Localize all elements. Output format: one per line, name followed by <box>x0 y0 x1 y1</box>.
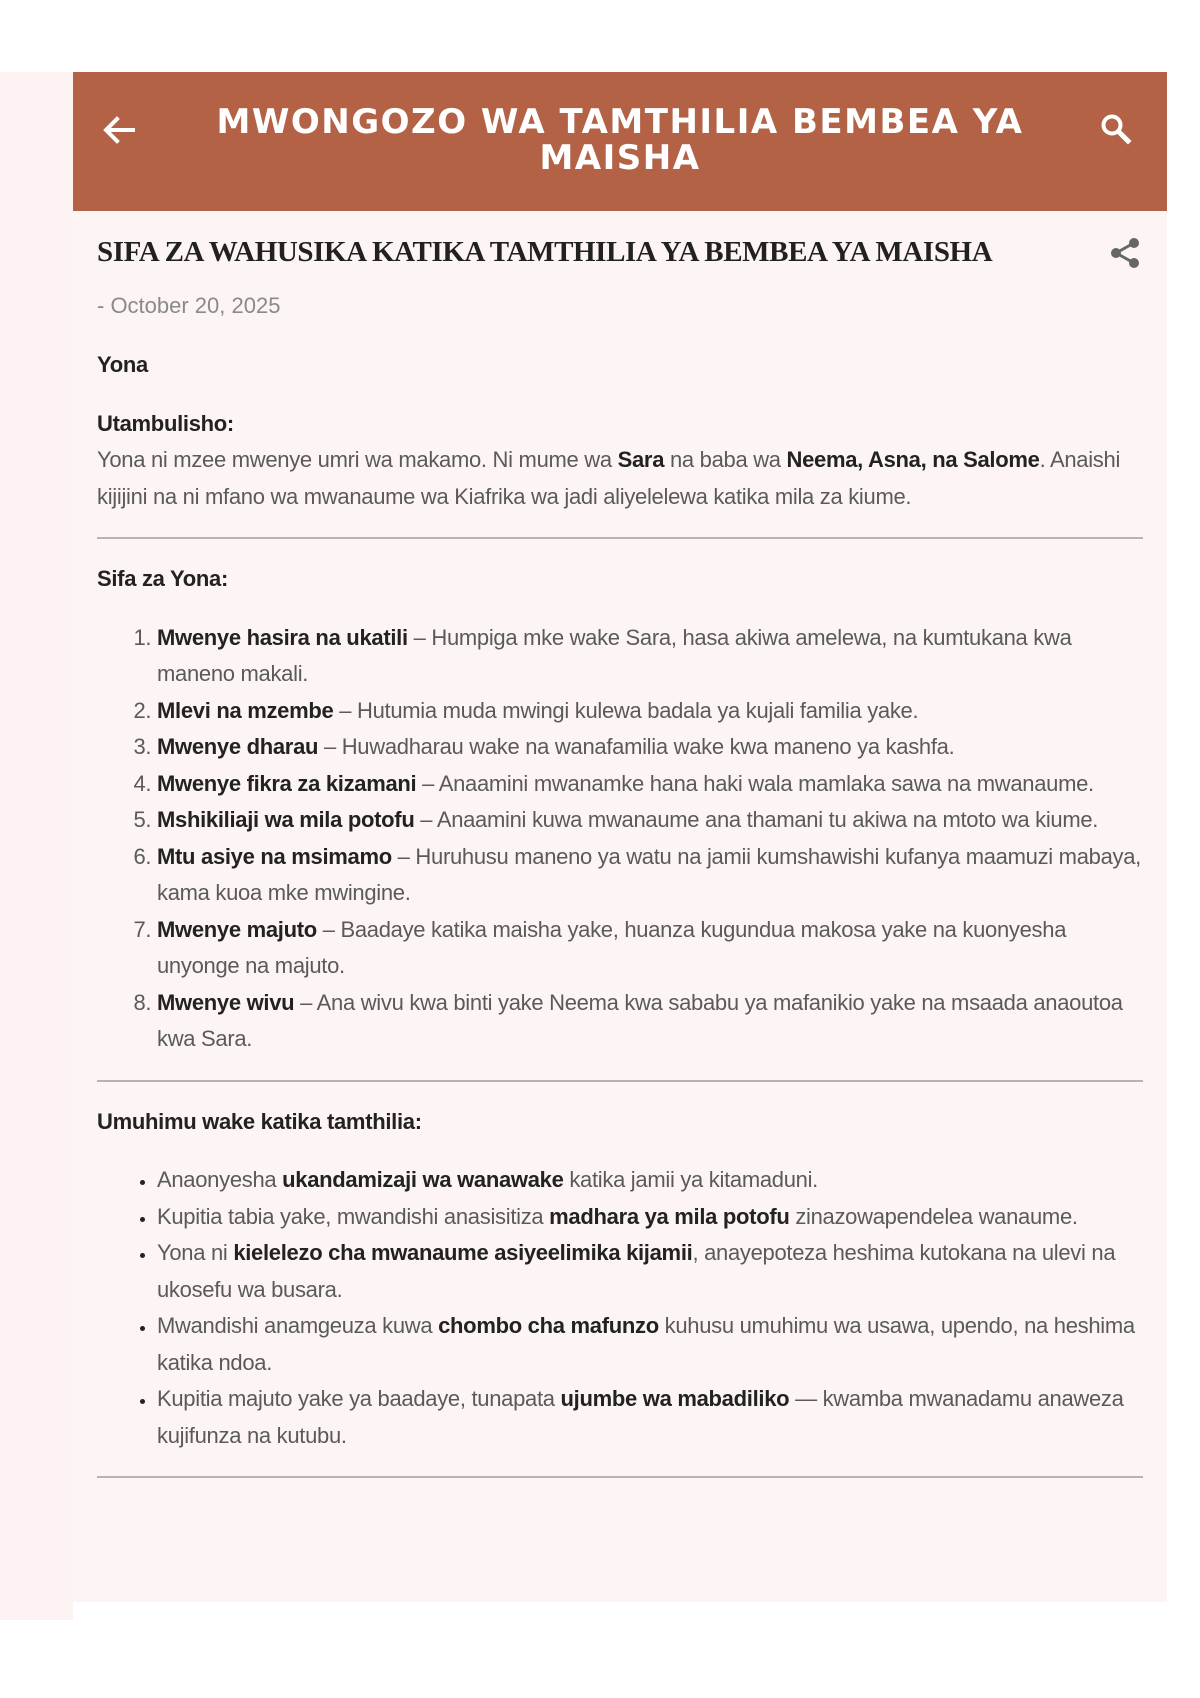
list-item <box>157 1235 1143 1308</box>
trait-name: Mtu asiye na msimamo <box>157 843 392 869</box>
point-bold: chombo cha mafunzo <box>438 1313 659 1338</box>
trait-description: – Huwadharau wake na wanafamilia wake kwa maneno ya kashfa. <box>318 734 955 759</box>
intro-paragraph <box>97 442 1143 515</box>
search-icon <box>1095 108 1139 152</box>
traits-heading: Sifa za Yona: <box>97 566 228 591</box>
intro-bold: Sara <box>617 447 665 472</box>
list-item <box>157 839 1143 912</box>
trait-description: – Huruhusu maneno ya watu na jamii kumshawishi kufanya maamuzi mabaya, kama kuoa mke mwingine. <box>157 843 1141 905</box>
trait-name: Mlevi na mzembe <box>157 697 334 723</box>
post-date: - October 20, 2025 <box>97 293 281 318</box>
list-item <box>157 802 1143 839</box>
point-text: Anaonyesha <box>157 1167 283 1192</box>
trait-description: – Anaamini mwanamke hana haki wala mamlaka sawa na mwanaume. <box>416 770 1094 796</box>
trait-name: Mwenye dharau <box>157 734 319 759</box>
trait-description: – Baadaye katika maisha yake, huanza kugundua makosa yake na kuonyesha unyonge na majuto. <box>157 916 1067 978</box>
blog-header <box>73 72 1167 211</box>
divider <box>97 1476 1143 1478</box>
list-item <box>157 766 1143 803</box>
trait-name: Mshikiliaji wa mila potofu <box>157 807 415 832</box>
list-item <box>157 1381 1143 1454</box>
divider <box>97 537 1143 539</box>
point-text: , anayepoteza heshima kutokana na ulevi na ukosefu wa busara. <box>157 1240 1116 1302</box>
post-title: SIFA ZA WAHUSIKA KATIKA TAMTHILIA YA BEMBEA YA MAISHA <box>97 236 993 268</box>
list-item <box>157 620 1143 693</box>
trait-description: – Ana wivu kwa binti yake Neema kwa sababu ya mafanikio yake na msaada anaoutoa kwa Sara. <box>157 989 1123 1051</box>
trait-description: – Hutumia muda mwingi kulewa badala ya kujali familia yake. <box>333 697 919 723</box>
share-button[interactable] <box>1107 235 1143 271</box>
character-name: Yona <box>97 352 148 377</box>
list-item <box>157 985 1143 1058</box>
traits-list <box>97 620 1143 1058</box>
trait-name: Mwenye hasira na ukatili <box>157 624 408 650</box>
intro-heading: Utambulisho: <box>97 410 234 436</box>
search-button[interactable] <box>1095 108 1139 152</box>
list-item <box>157 912 1143 985</box>
point-bold: ujumbe wa mabadiliko <box>560 1386 790 1411</box>
importance-heading: Umuhimu wake katika tamthilia: <box>97 1108 422 1134</box>
share-icon <box>1107 235 1143 271</box>
divider <box>97 1080 1143 1082</box>
site-title[interactable]: MWONGOZO WA TAMTHILIA BEMBEA YA MAISHA <box>216 102 1024 178</box>
intro-text: Yona ni mzee mwenye umri wa makamo. Ni mume wa <box>97 447 618 472</box>
point-text: Kupitia tabia yake, mwandishi anasisitiza <box>157 1203 550 1229</box>
trait-name: Mwenye wivu <box>157 989 295 1015</box>
trait-name: Mwenye fikra za kizamani <box>157 770 417 796</box>
point-text: zinazowapendelea wanaume. <box>789 1203 1078 1229</box>
intro-text: na baba wa <box>664 447 787 472</box>
arrow-left-icon <box>97 108 141 152</box>
list-item <box>157 729 1143 766</box>
left-background-strip <box>0 72 73 1620</box>
point-text: — kwamba mwanadamu anaweza kujifunza na kutubu. <box>157 1386 1124 1448</box>
list-item <box>157 1308 1143 1381</box>
point-text: Kupitia majuto yake ya baadaye, tunapata <box>157 1386 561 1411</box>
list-item <box>157 1162 1143 1199</box>
trait-name: Mwenye majuto <box>157 916 317 942</box>
list-item <box>157 1199 1143 1236</box>
trait-description: – Anaamini kuwa mwanaume ana thamani tu akiwa na mtoto wa kiume. <box>414 807 1099 832</box>
blog-post-card <box>73 72 1167 1602</box>
list-item <box>157 693 1143 730</box>
point-text: kuhusu umuhimu wa usawa, upendo, na heshima katika ndoa. <box>157 1313 1135 1375</box>
back-button[interactable] <box>97 108 141 152</box>
point-bold: ukandamizaji wa wanawake <box>282 1167 564 1192</box>
point-bold: madhara ya mila potofu <box>549 1203 790 1229</box>
intro-text: . Anaishi kijijini na ni mfano wa mwanaume wa Kiafrika wa jadi aliyelelewa katika mila za kiume. <box>97 447 1121 509</box>
importance-list <box>97 1162 1143 1454</box>
point-text: katika jamii ya kitamaduni. <box>563 1167 818 1192</box>
point-text: Mwandishi anamgeuza kuwa <box>157 1313 439 1338</box>
point-text: Yona ni <box>157 1240 234 1265</box>
point-bold: kielelezo cha mwanaume asiyeelimika kijamii <box>233 1240 693 1265</box>
post-body <box>97 347 1143 1500</box>
trait-description: – Humpiga mke wake Sara, hasa akiwa amelewa, na kumtukana kwa maneno makali. <box>157 624 1072 686</box>
intro-bold: Neema, Asna, na Salome <box>786 447 1040 472</box>
